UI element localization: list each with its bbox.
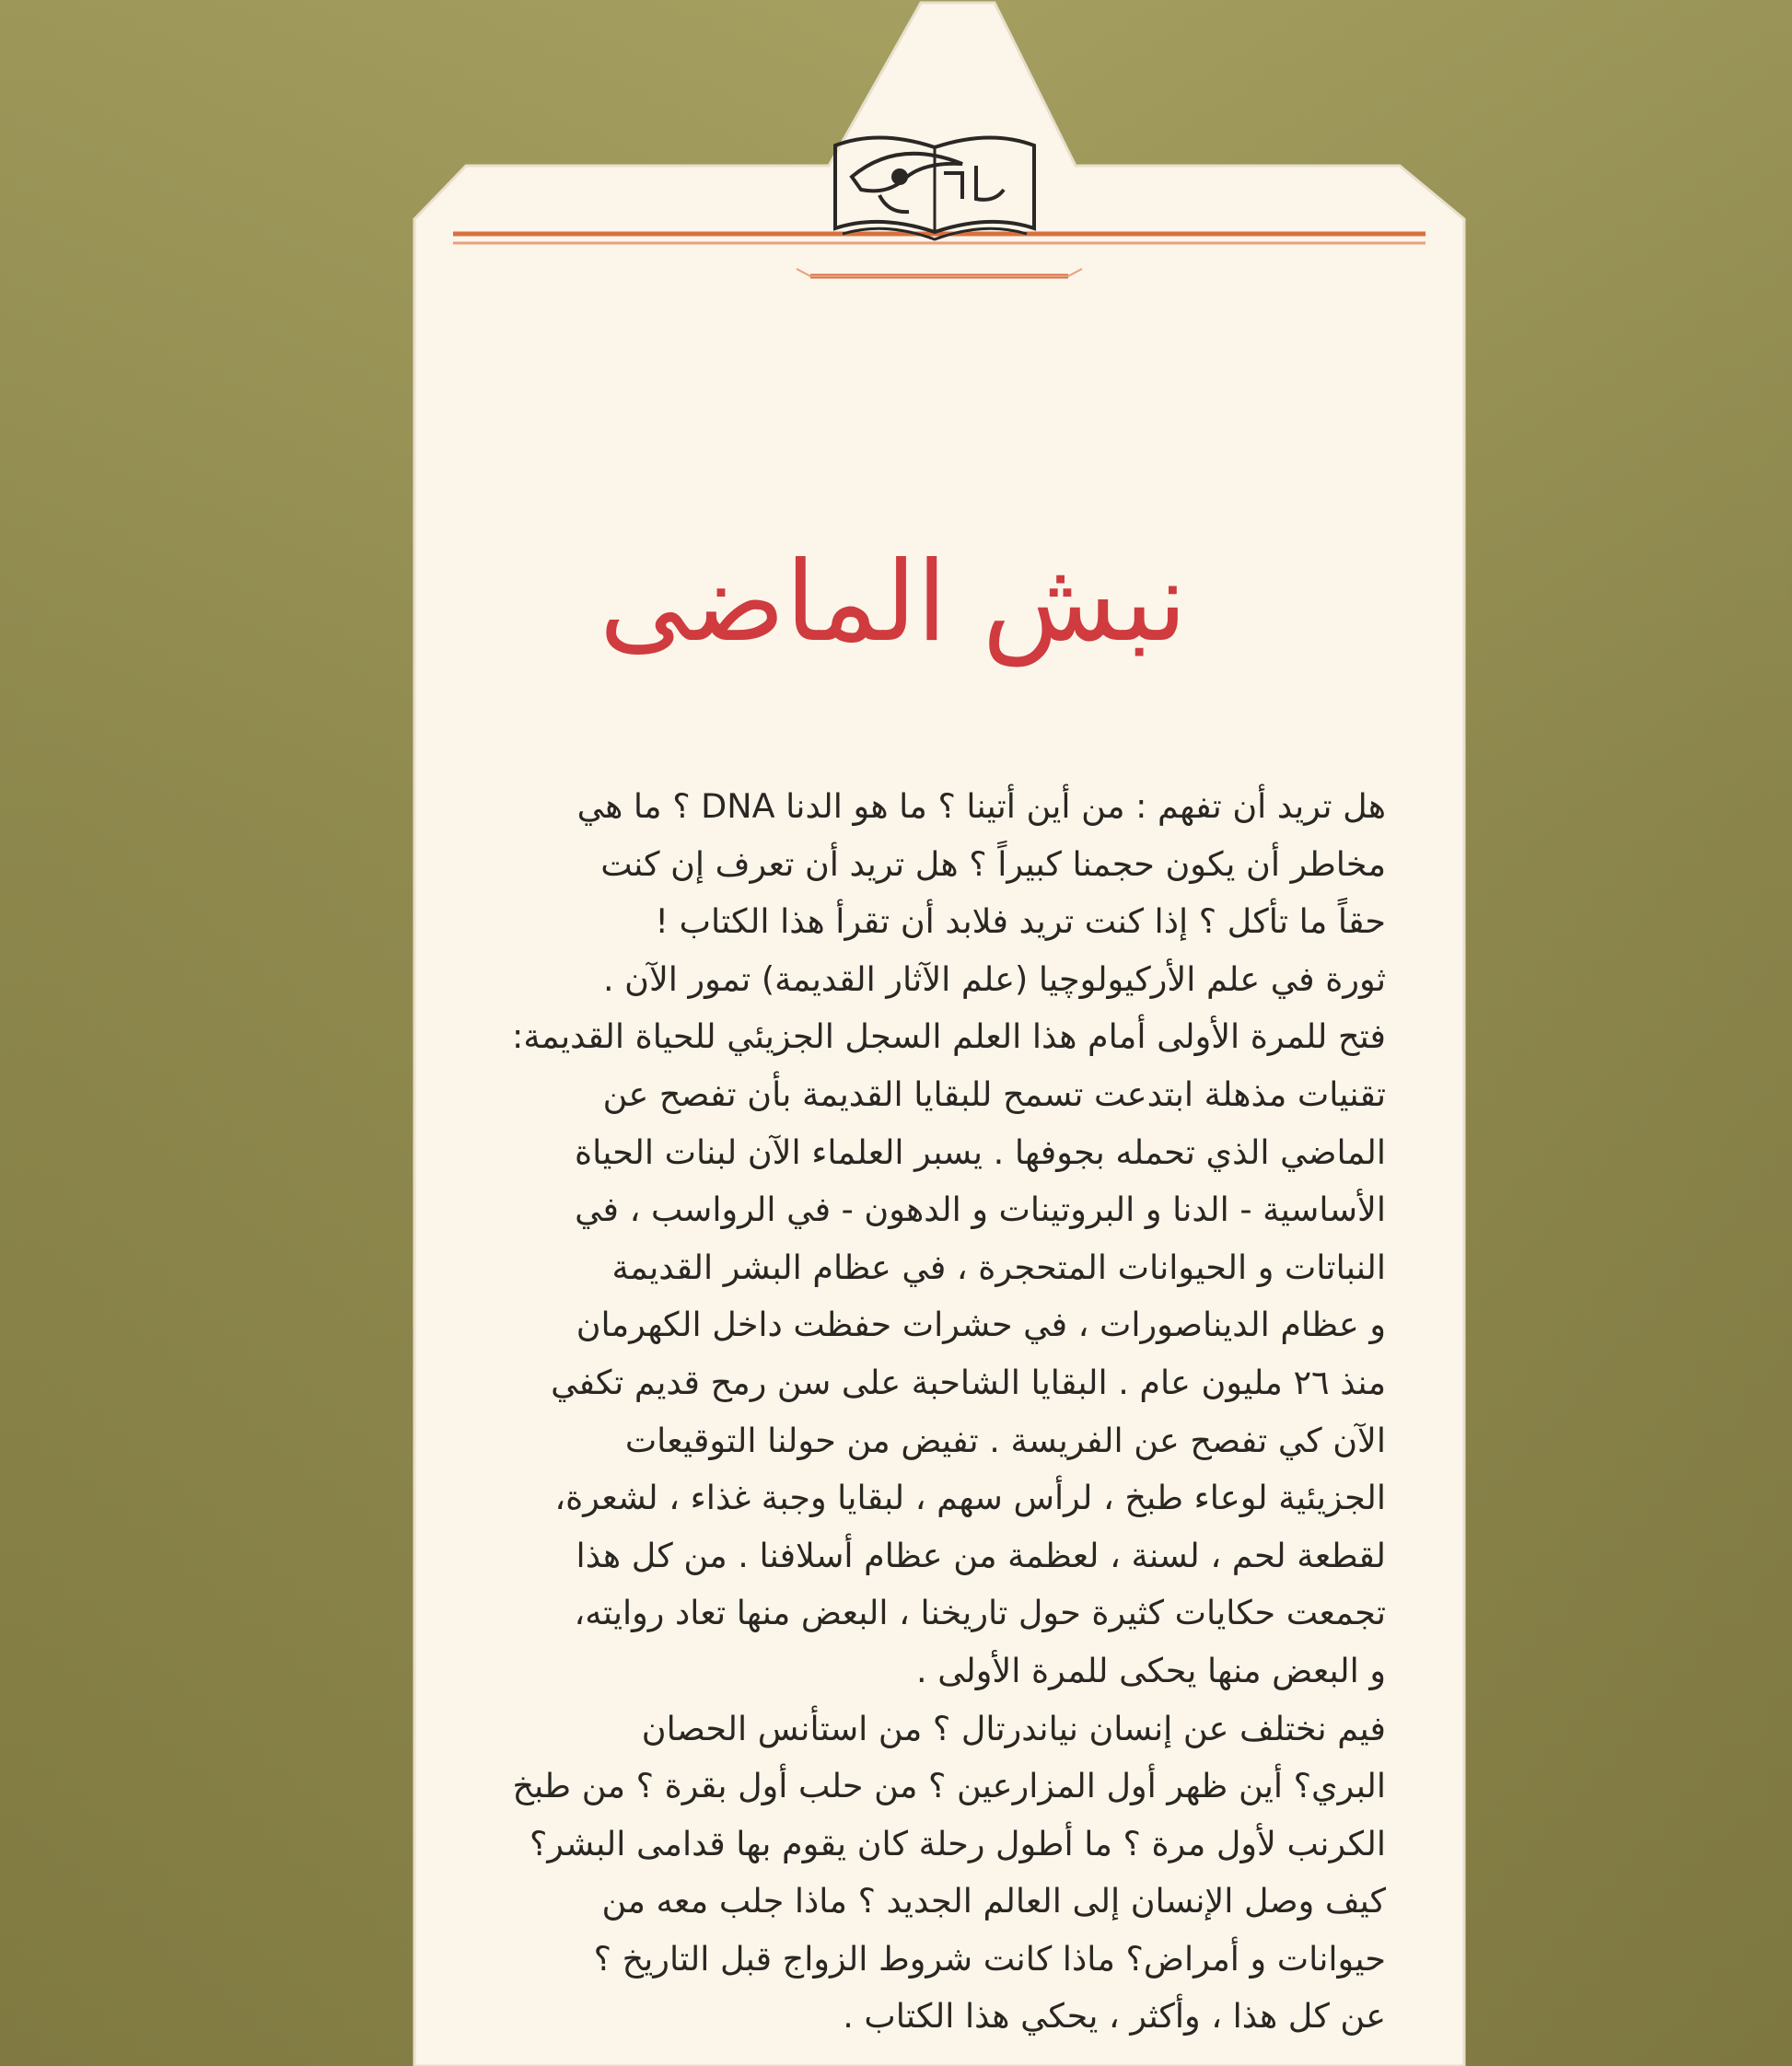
blurb-line: الآن كي تفصح عن الفريسة . تفيض من حولنا التوقيعات	[624, 1420, 1386, 1460]
blurb-paragraph-1	[465, 778, 1386, 1700]
blurb-line: مخاطر أن يكون حجمنا كبيراً ؟ هل تريد أن تعرف إن كنت	[600, 843, 1386, 884]
blurb-line: و عظام الديناصورات ، في حشرات حفظت داخل الكهرمان	[576, 1305, 1386, 1345]
open-book-eye-icon	[824, 110, 1045, 249]
blurb-line: تقنيات مذهلة ابتدعت تسمح للبقايا القديمة بأن تفصح عن	[602, 1074, 1386, 1114]
blurb-line: و البعض منها يحكى للمرة الأولى .	[916, 1650, 1386, 1690]
blurb-line: عن كل هذا ، وأكثر ، يحكي هذا الكتاب .	[843, 1996, 1386, 2037]
blurb-line: هل تريد أن تفهم : من أين أتينا ؟ ما هو الدنا DNA ؟ ما هي	[576, 786, 1386, 826]
blurb-line: النباتات و الحيوانات المتحجرة ، في عظام البشر القديمة	[611, 1247, 1386, 1287]
book-title: نبش الماضى	[599, 539, 1188, 667]
blurb-line: الأساسية - الدنا و البروتينات و الدهون - في الرواسب ، في	[575, 1190, 1386, 1230]
blurb-line: منذ ٢٦ مليون عام . البقايا الشاحبة على سن رمح قديم تكفي	[551, 1362, 1386, 1402]
blurb-line: ثورة في علم الأركيولوچيا (علم الآثار القديمة) تمور الآن .	[602, 958, 1386, 999]
blurb-line: الكرنب لأول مرة ؟ ما أطول رحلة كان يقوم بها قدامى البشر؟	[529, 1823, 1386, 1863]
blurb-text	[465, 778, 1386, 2046]
blurb-line: البري؟ أين ظهر أول المزارعين ؟ من حلب أول بقرة ؟ من طبخ	[512, 1766, 1386, 1806]
blurb-line: تجمعت حكايات كثيرة حول تاريخنا ، البعض منها تعاد روايته،	[574, 1593, 1386, 1633]
blurb-line: الماضي الذي تحمله بجوفها . يسبر العلماء الآن لبنات الحياة	[574, 1132, 1386, 1172]
blurb-line: لقطعة لحم ، لسنة ، لعظمة من عظام أسلافنا . من كل هذا	[576, 1535, 1386, 1575]
publisher-logo	[824, 110, 1045, 249]
blurb-line: فتح للمرة الأولى أمام هذا العلم السجل الجزيئي للحياة القديمة:	[512, 1016, 1386, 1057]
blurb-line: الجزيئية لوعاء طبخ ، لرأس سهم ، لبقايا وجبة غذاء ، لشعرة،	[554, 1478, 1386, 1518]
blurb-line: حقاً ما تأكل ؟ إذا كنت تريد فلابد أن تقرأ هذا الكتاب !	[655, 901, 1386, 942]
blurb-line: كيف وصل الإنسان إلى العالم الجديد ؟ ماذا جلب معه من	[601, 1881, 1386, 1921]
blurb-line: فيم نختلف عن إنسان نياندرتال ؟ من استأنس الحصان	[641, 1708, 1386, 1748]
blurb-line: حيوانات و أمراض؟ ماذا كانت شروط الزواج قبل التاريخ ؟	[593, 1938, 1386, 1979]
blurb-paragraph-2	[465, 1700, 1386, 2047]
